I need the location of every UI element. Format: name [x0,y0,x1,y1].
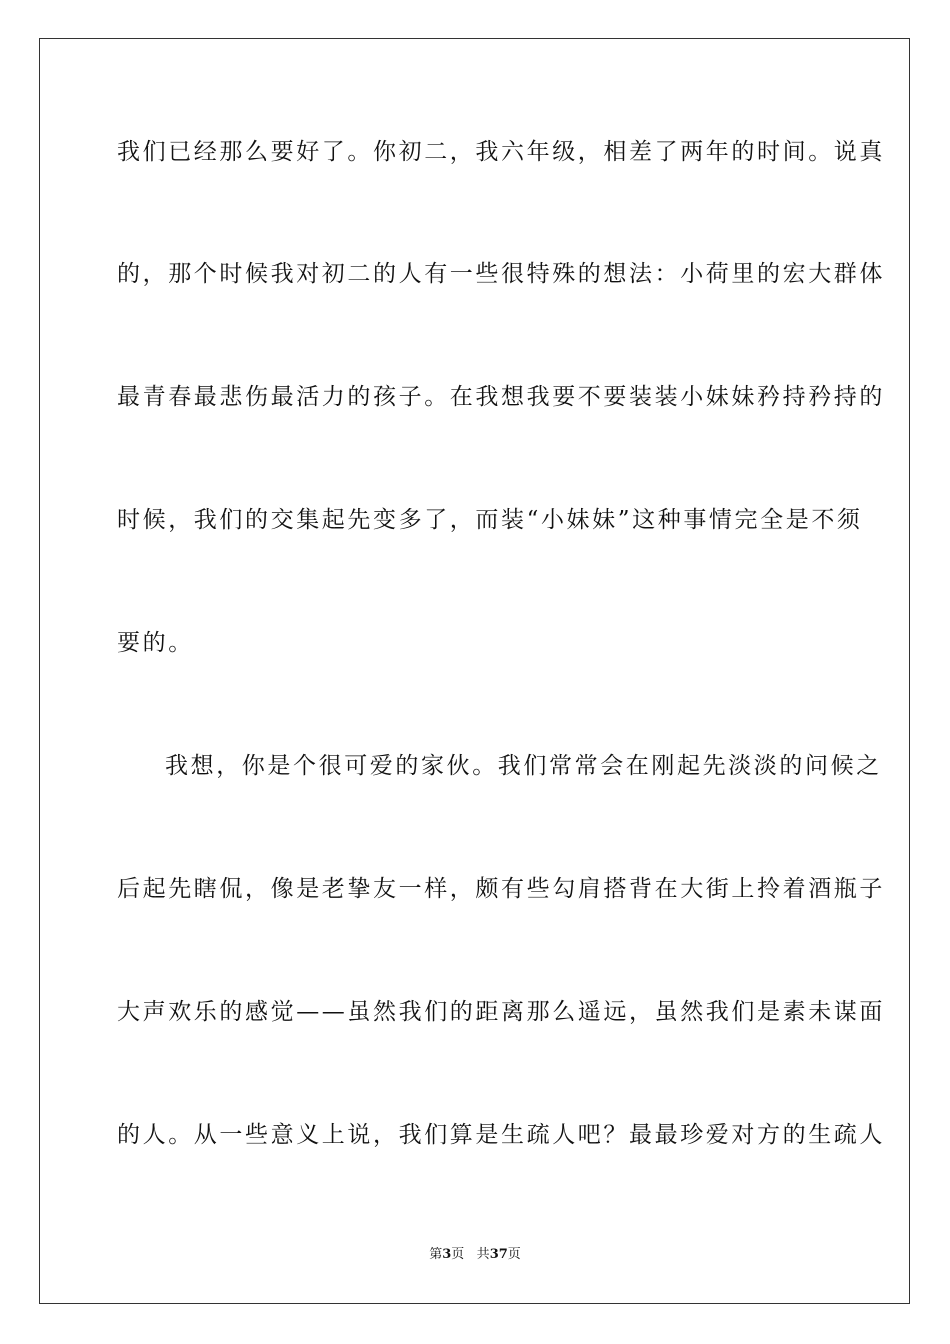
text-line-2: 的，那个时候我对初二的人有一些很特殊的想法：小荷里的宏大群体 [117,261,885,287]
page-number: 3 [442,1247,452,1262]
text-line-1: 我们已经那么要好了。你初二，我六年级，相差了两年的时间。说真 [117,139,885,165]
page-prefix: 第 [429,1247,443,1262]
text-line-5: 要的。 [117,630,194,656]
text-line-9: 的人。从一些意义上说，我们算是生疏人吧？最最珍爱对方的生疏人 [117,1122,885,1148]
total-pages: 37 [489,1247,508,1262]
page-suffix: 页 [451,1247,465,1262]
total-suffix: 页 [507,1247,521,1262]
text-line-4: 时候，我们的交集起先变多了，而装“小妹妹”这种事情完全是不须 [117,507,863,533]
text-line-3: 最青春最悲伤最活力的孩子。在我想我要不要装装小妹妹矜持矜持的 [117,384,885,410]
text-line-8: 大声欢乐的感觉——虽然我们的距离那么遥远，虽然我们是素未谋面 [117,999,885,1025]
text-line-7: 后起先瞎侃，像是老挚友一样，颇有些勾肩搭背在大街上拎着酒瓶子 [117,876,885,902]
page-footer [0,1246,950,1264]
page-border [39,38,910,1304]
text-line-6: 我想，你是个很可爱的家伙。我们常常会在刚起先淡淡的问候之 [165,753,882,779]
total-prefix: 共 [476,1247,490,1262]
